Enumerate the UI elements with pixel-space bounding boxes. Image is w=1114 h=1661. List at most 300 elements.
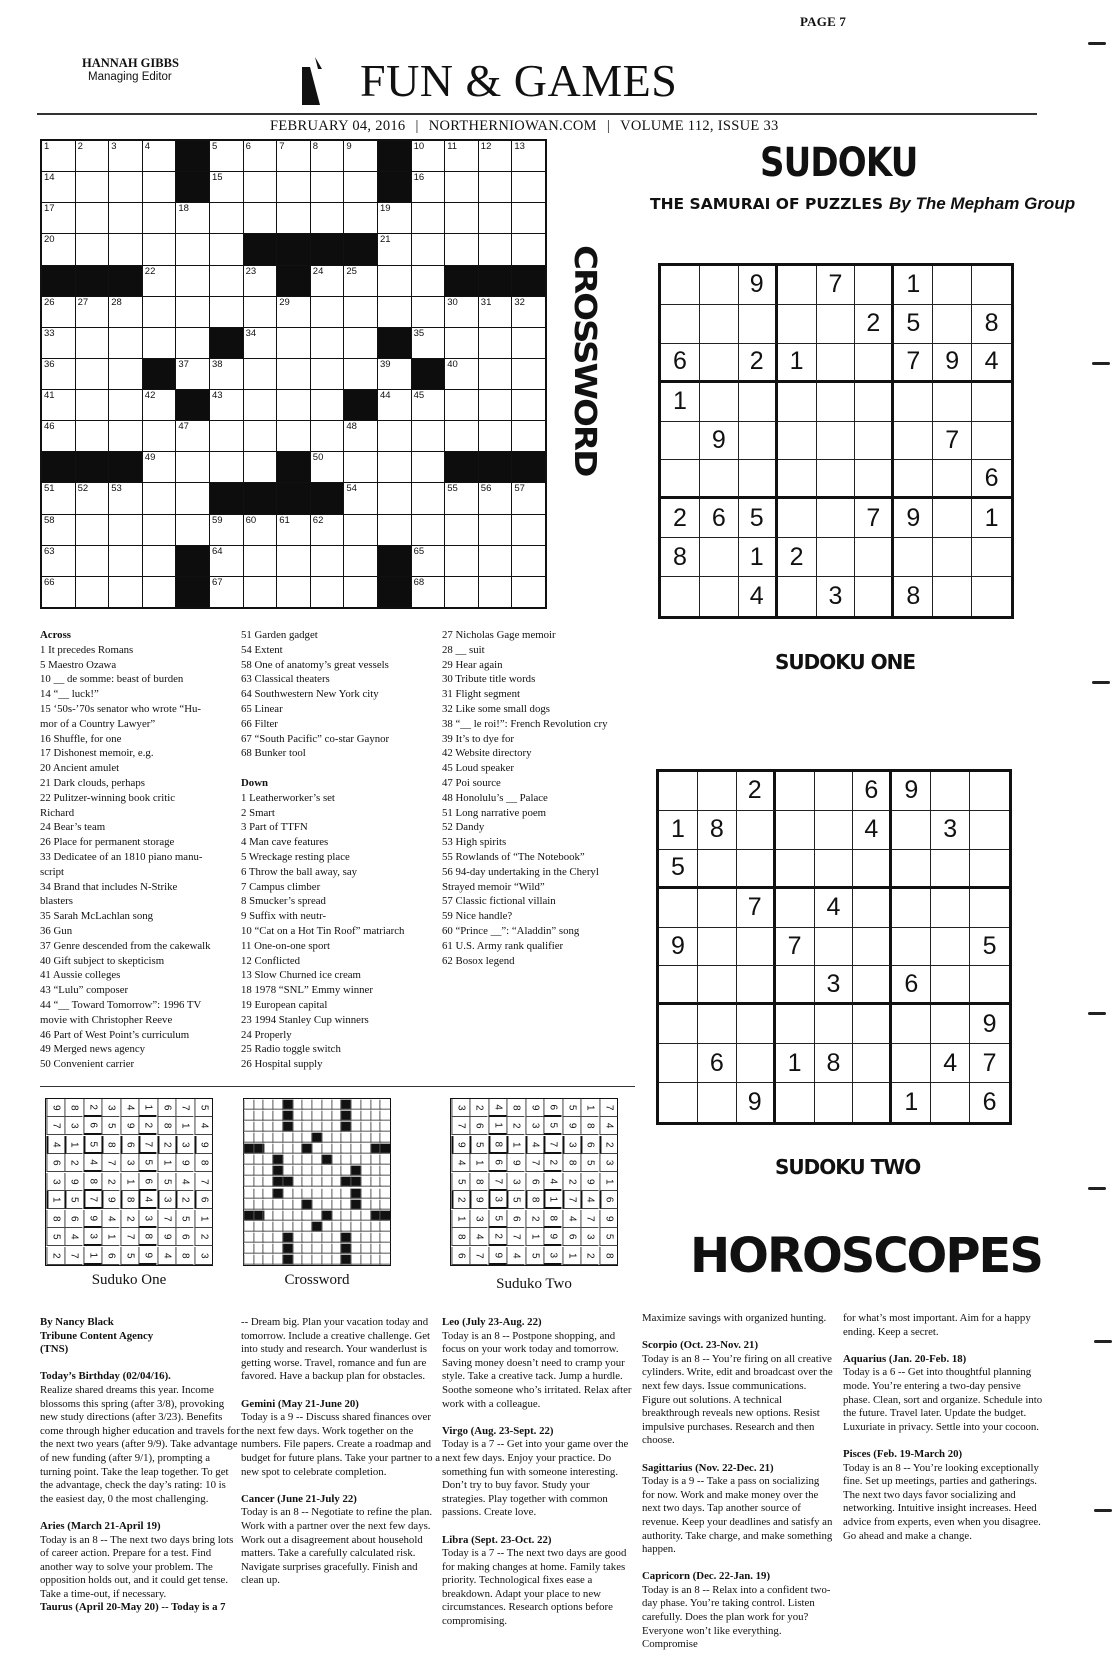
crossword-cell[interactable] [176,297,209,327]
sudoku-empty-cell[interactable] [972,538,1011,577]
crossword-cell[interactable] [143,328,176,358]
crossword-cell[interactable] [512,328,545,358]
crossword-cell[interactable] [445,172,478,202]
crossword-cell[interactable] [210,515,243,545]
crossword-cell[interactable] [244,546,277,576]
crossword-cell[interactable] [479,172,512,202]
sudoku-empty-cell[interactable] [661,266,700,305]
crossword-cell[interactable] [143,141,176,171]
crossword-cell[interactable] [244,141,277,171]
crossword-cell[interactable] [143,577,176,607]
crossword-cell[interactable] [512,483,545,513]
crossword-cell[interactable] [109,390,142,420]
crossword-cell[interactable] [311,266,344,296]
crossword-cell[interactable] [210,234,243,264]
sudoku-empty-cell[interactable] [892,1044,931,1083]
sudoku-empty-cell[interactable] [815,772,854,811]
sudoku-empty-cell[interactable] [659,1005,698,1044]
crossword-cell[interactable] [378,390,411,420]
crossword-cell[interactable] [512,390,545,420]
crossword-cell[interactable] [42,141,75,171]
crossword-cell[interactable] [42,234,75,264]
crossword-cell[interactable] [277,141,310,171]
crossword-cell[interactable] [42,203,75,233]
sudoku-empty-cell[interactable] [698,1083,737,1122]
crossword-cell[interactable] [479,546,512,576]
sudoku-empty-cell[interactable] [931,772,970,811]
crossword-cell[interactable] [378,452,411,482]
crossword-cell[interactable] [76,483,109,513]
sudoku-empty-cell[interactable] [933,305,972,344]
crossword-cell[interactable] [344,421,377,451]
sudoku-empty-cell[interactable] [931,1083,970,1122]
crossword-cell[interactable] [311,421,344,451]
crossword-cell[interactable] [210,266,243,296]
sudoku-empty-cell[interactable] [970,850,1009,889]
sudoku-empty-cell[interactable] [700,383,739,422]
crossword-cell[interactable] [143,483,176,513]
crossword-cell[interactable] [344,483,377,513]
sudoku-empty-cell[interactable] [894,422,933,461]
crossword-cell[interactable] [42,483,75,513]
crossword-cell[interactable] [311,515,344,545]
crossword-cell[interactable] [479,577,512,607]
sudoku-empty-cell[interactable] [698,850,737,889]
sudoku-empty-cell[interactable] [778,383,817,422]
crossword-cell[interactable] [76,234,109,264]
crossword-cell[interactable] [479,203,512,233]
crossword-cell[interactable] [176,203,209,233]
sudoku-empty-cell[interactable] [815,928,854,967]
crossword-cell[interactable] [512,297,545,327]
sudoku-empty-cell[interactable] [817,344,856,383]
sudoku-empty-cell[interactable] [855,383,894,422]
sudoku-empty-cell[interactable] [737,811,776,850]
crossword-cell[interactable] [76,390,109,420]
sudoku-empty-cell[interactable] [892,928,931,967]
sudoku-empty-cell[interactable] [853,1083,892,1122]
crossword-cell[interactable] [311,359,344,389]
sudoku-empty-cell[interactable] [661,460,700,499]
sudoku-empty-cell[interactable] [739,422,778,461]
crossword-cell[interactable] [42,421,75,451]
sudoku-empty-cell[interactable] [817,499,856,538]
crossword-cell[interactable] [244,203,277,233]
sudoku-empty-cell[interactable] [894,383,933,422]
crossword-cell[interactable] [412,141,445,171]
crossword-cell[interactable] [412,234,445,264]
crossword-cell[interactable] [210,577,243,607]
crossword-cell[interactable] [479,297,512,327]
sudoku-empty-cell[interactable] [700,266,739,305]
crossword-cell[interactable] [344,515,377,545]
crossword-cell[interactable] [42,546,75,576]
crossword-cell[interactable] [176,452,209,482]
sudoku-empty-cell[interactable] [970,811,1009,850]
crossword-cell[interactable] [412,577,445,607]
crossword-cell[interactable] [244,390,277,420]
crossword-cell[interactable] [244,297,277,327]
crossword-cell[interactable] [479,359,512,389]
sudoku-empty-cell[interactable] [853,928,892,967]
crossword-cell[interactable] [311,141,344,171]
sudoku-empty-cell[interactable] [815,811,854,850]
crossword-cell[interactable] [210,203,243,233]
sudoku-empty-cell[interactable] [817,422,856,461]
crossword-cell[interactable] [445,203,478,233]
sudoku-empty-cell[interactable] [817,538,856,577]
crossword-cell[interactable] [244,359,277,389]
sudoku-empty-cell[interactable] [659,1044,698,1083]
crossword-cell[interactable] [109,297,142,327]
crossword-cell[interactable] [42,515,75,545]
sudoku-empty-cell[interactable] [933,266,972,305]
sudoku-empty-cell[interactable] [776,966,815,1005]
sudoku-empty-cell[interactable] [700,344,739,383]
sudoku-empty-cell[interactable] [892,889,931,928]
sudoku-empty-cell[interactable] [970,966,1009,1005]
sudoku-empty-cell[interactable] [892,850,931,889]
crossword-cell[interactable] [210,452,243,482]
crossword-cell[interactable] [277,546,310,576]
sudoku-empty-cell[interactable] [972,577,1011,616]
crossword-cell[interactable] [344,203,377,233]
crossword-cell[interactable] [210,141,243,171]
sudoku-empty-cell[interactable] [737,850,776,889]
sudoku-empty-cell[interactable] [972,266,1011,305]
crossword-cell[interactable] [109,234,142,264]
crossword-cell[interactable] [109,141,142,171]
crossword-cell[interactable] [210,172,243,202]
crossword-cell[interactable] [176,483,209,513]
sudoku-empty-cell[interactable] [737,928,776,967]
crossword-cell[interactable] [210,546,243,576]
crossword-cell[interactable] [344,577,377,607]
crossword-cell[interactable] [378,203,411,233]
sudoku-empty-cell[interactable] [700,577,739,616]
sudoku-empty-cell[interactable] [970,772,1009,811]
crossword-cell[interactable] [445,421,478,451]
crossword-cell[interactable] [277,577,310,607]
crossword-cell[interactable] [143,515,176,545]
sudoku-empty-cell[interactable] [737,966,776,1005]
sudoku-empty-cell[interactable] [815,1005,854,1044]
crossword-cell[interactable] [109,546,142,576]
sudoku-empty-cell[interactable] [737,1005,776,1044]
sudoku-empty-cell[interactable] [853,1005,892,1044]
crossword-cell[interactable] [143,203,176,233]
sudoku-empty-cell[interactable] [739,460,778,499]
sudoku-empty-cell[interactable] [776,811,815,850]
crossword-cell[interactable] [344,359,377,389]
crossword-cell[interactable] [412,203,445,233]
sudoku-empty-cell[interactable] [659,889,698,928]
sudoku-empty-cell[interactable] [931,889,970,928]
sudoku-empty-cell[interactable] [894,460,933,499]
crossword-cell[interactable] [378,297,411,327]
sudoku-empty-cell[interactable] [931,928,970,967]
crossword-cell[interactable] [244,172,277,202]
sudoku-empty-cell[interactable] [817,460,856,499]
crossword-cell[interactable] [76,515,109,545]
crossword-cell[interactable] [244,421,277,451]
sudoku-empty-cell[interactable] [776,1083,815,1122]
crossword-cell[interactable] [76,203,109,233]
sudoku-empty-cell[interactable] [659,1083,698,1122]
crossword-cell[interactable] [412,390,445,420]
sudoku-empty-cell[interactable] [661,422,700,461]
sudoku-empty-cell[interactable] [778,577,817,616]
sudoku-empty-cell[interactable] [931,1005,970,1044]
crossword-cell[interactable] [109,421,142,451]
crossword-cell[interactable] [479,483,512,513]
crossword-cell[interactable] [512,172,545,202]
crossword-cell[interactable] [42,297,75,327]
sudoku-empty-cell[interactable] [700,460,739,499]
crossword-cell[interactable] [479,141,512,171]
crossword-cell[interactable] [378,359,411,389]
crossword-cell[interactable] [210,421,243,451]
sudoku-empty-cell[interactable] [853,850,892,889]
crossword-cell[interactable] [143,546,176,576]
crossword-cell[interactable] [445,390,478,420]
crossword-cell[interactable] [76,297,109,327]
sudoku-empty-cell[interactable] [892,1005,931,1044]
sudoku-empty-cell[interactable] [894,538,933,577]
crossword-cell[interactable] [143,234,176,264]
crossword-cell[interactable] [76,359,109,389]
crossword-cell[interactable] [412,297,445,327]
crossword-cell[interactable] [479,515,512,545]
crossword-cell[interactable] [109,577,142,607]
crossword-cell[interactable] [210,297,243,327]
crossword-cell[interactable] [109,483,142,513]
crossword-cell[interactable] [479,390,512,420]
crossword-cell[interactable] [277,328,310,358]
sudoku-empty-cell[interactable] [970,889,1009,928]
sudoku-empty-cell[interactable] [739,305,778,344]
crossword-cell[interactable] [76,172,109,202]
crossword-cell[interactable] [109,328,142,358]
crossword-cell[interactable] [143,266,176,296]
crossword-cell[interactable] [311,328,344,358]
crossword-cell[interactable] [277,203,310,233]
sudoku-empty-cell[interactable] [815,1083,854,1122]
crossword-cell[interactable] [311,452,344,482]
sudoku-empty-cell[interactable] [698,772,737,811]
crossword-cell[interactable] [311,203,344,233]
crossword-cell[interactable] [512,203,545,233]
sudoku-empty-cell[interactable] [933,499,972,538]
crossword-cell[interactable] [412,266,445,296]
crossword-cell[interactable] [143,452,176,482]
crossword-cell[interactable] [42,577,75,607]
crossword-cell[interactable] [76,141,109,171]
sudoku-empty-cell[interactable] [933,538,972,577]
crossword-cell[interactable] [445,234,478,264]
sudoku-empty-cell[interactable] [778,422,817,461]
crossword-cell[interactable] [512,577,545,607]
sudoku-two-grid[interactable] [656,769,1012,1125]
crossword-cell[interactable] [143,390,176,420]
crossword-cell[interactable] [479,328,512,358]
crossword-cell[interactable] [277,359,310,389]
crossword-cell[interactable] [277,421,310,451]
crossword-cell[interactable] [311,390,344,420]
crossword-cell[interactable] [344,266,377,296]
crossword-cell[interactable] [244,515,277,545]
crossword-cell[interactable] [244,266,277,296]
sudoku-empty-cell[interactable] [659,966,698,1005]
sudoku-empty-cell[interactable] [698,966,737,1005]
crossword-cell[interactable] [344,328,377,358]
crossword-cell[interactable] [412,515,445,545]
crossword-cell[interactable] [244,452,277,482]
sudoku-empty-cell[interactable] [933,460,972,499]
crossword-cell[interactable] [344,141,377,171]
crossword-cell[interactable] [109,515,142,545]
crossword-cell[interactable] [445,515,478,545]
sudoku-empty-cell[interactable] [737,1044,776,1083]
sudoku-empty-cell[interactable] [778,266,817,305]
crossword-cell[interactable] [479,234,512,264]
crossword-cell[interactable] [412,452,445,482]
sudoku-empty-cell[interactable] [778,460,817,499]
crossword-cell[interactable] [512,515,545,545]
crossword-cell[interactable] [445,359,478,389]
crossword-cell[interactable] [42,390,75,420]
crossword-cell[interactable] [277,297,310,327]
crossword-cell[interactable] [109,359,142,389]
crossword-cell[interactable] [76,328,109,358]
crossword-cell[interactable] [143,172,176,202]
sudoku-empty-cell[interactable] [817,305,856,344]
sudoku-empty-cell[interactable] [853,966,892,1005]
sudoku-empty-cell[interactable] [778,305,817,344]
sudoku-one-grid[interactable] [658,263,1014,619]
crossword-cell[interactable] [445,328,478,358]
sudoku-empty-cell[interactable] [778,499,817,538]
sudoku-empty-cell[interactable] [933,577,972,616]
sudoku-empty-cell[interactable] [776,889,815,928]
sudoku-empty-cell[interactable] [659,772,698,811]
sudoku-empty-cell[interactable] [661,305,700,344]
crossword-cell[interactable] [512,546,545,576]
crossword-cell[interactable] [378,421,411,451]
crossword-cell[interactable] [176,328,209,358]
sudoku-empty-cell[interactable] [739,383,778,422]
sudoku-empty-cell[interactable] [661,577,700,616]
crossword-cell[interactable] [42,359,75,389]
sudoku-empty-cell[interactable] [855,344,894,383]
crossword-cell[interactable] [42,172,75,202]
crossword-cell[interactable] [479,421,512,451]
crossword-cell[interactable] [445,546,478,576]
crossword-cell[interactable] [344,172,377,202]
sudoku-empty-cell[interactable] [815,850,854,889]
sudoku-empty-cell[interactable] [776,1005,815,1044]
site-link[interactable]: NORTHERNIOWAN.COM [428,118,597,134]
sudoku-empty-cell[interactable] [855,460,894,499]
sudoku-empty-cell[interactable] [776,772,815,811]
crossword-cell[interactable] [512,141,545,171]
crossword-cell[interactable] [76,577,109,607]
crossword-cell[interactable] [277,515,310,545]
crossword-cell[interactable] [244,577,277,607]
crossword-cell[interactable] [76,421,109,451]
sudoku-empty-cell[interactable] [855,266,894,305]
crossword-cell[interactable] [277,172,310,202]
sudoku-empty-cell[interactable] [972,422,1011,461]
crossword-cell[interactable] [445,577,478,607]
sudoku-empty-cell[interactable] [933,383,972,422]
sudoku-empty-cell[interactable] [931,966,970,1005]
sudoku-empty-cell[interactable] [698,928,737,967]
crossword-cell[interactable] [412,328,445,358]
sudoku-empty-cell[interactable] [817,383,856,422]
crossword-grid[interactable] [40,139,547,609]
crossword-cell[interactable] [176,515,209,545]
crossword-cell[interactable] [378,234,411,264]
crossword-cell[interactable] [176,234,209,264]
crossword-cell[interactable] [344,297,377,327]
sudoku-empty-cell[interactable] [855,538,894,577]
crossword-cell[interactable] [445,297,478,327]
crossword-cell[interactable] [210,359,243,389]
crossword-cell[interactable] [143,421,176,451]
crossword-cell[interactable] [378,515,411,545]
crossword-cell[interactable] [143,297,176,327]
crossword-cell[interactable] [277,390,310,420]
sudoku-empty-cell[interactable] [776,850,815,889]
crossword-cell[interactable] [445,141,478,171]
crossword-cell[interactable] [210,390,243,420]
crossword-cell[interactable] [412,172,445,202]
crossword-cell[interactable] [176,421,209,451]
sudoku-empty-cell[interactable] [853,889,892,928]
crossword-cell[interactable] [311,546,344,576]
crossword-cell[interactable] [512,234,545,264]
crossword-cell[interactable] [42,328,75,358]
crossword-cell[interactable] [512,421,545,451]
crossword-cell[interactable] [344,546,377,576]
sudoku-empty-cell[interactable] [698,1005,737,1044]
sudoku-empty-cell[interactable] [855,577,894,616]
crossword-cell[interactable] [378,266,411,296]
crossword-cell[interactable] [512,359,545,389]
crossword-cell[interactable] [412,421,445,451]
sudoku-empty-cell[interactable] [892,811,931,850]
crossword-cell[interactable] [378,483,411,513]
crossword-cell[interactable] [412,546,445,576]
crossword-cell[interactable] [176,266,209,296]
sudoku-empty-cell[interactable] [700,538,739,577]
crossword-cell[interactable] [412,483,445,513]
sudoku-empty-cell[interactable] [698,889,737,928]
crossword-cell[interactable] [311,577,344,607]
crossword-cell[interactable] [176,359,209,389]
crossword-cell[interactable] [76,546,109,576]
sudoku-empty-cell[interactable] [855,422,894,461]
crossword-cell[interactable] [311,172,344,202]
crossword-cell[interactable] [445,483,478,513]
sudoku-empty-cell[interactable] [972,383,1011,422]
crossword-cell[interactable] [109,203,142,233]
sudoku-empty-cell[interactable] [931,850,970,889]
crossword-cell[interactable] [311,297,344,327]
crossword-cell[interactable] [109,172,142,202]
crossword-cell[interactable] [344,452,377,482]
